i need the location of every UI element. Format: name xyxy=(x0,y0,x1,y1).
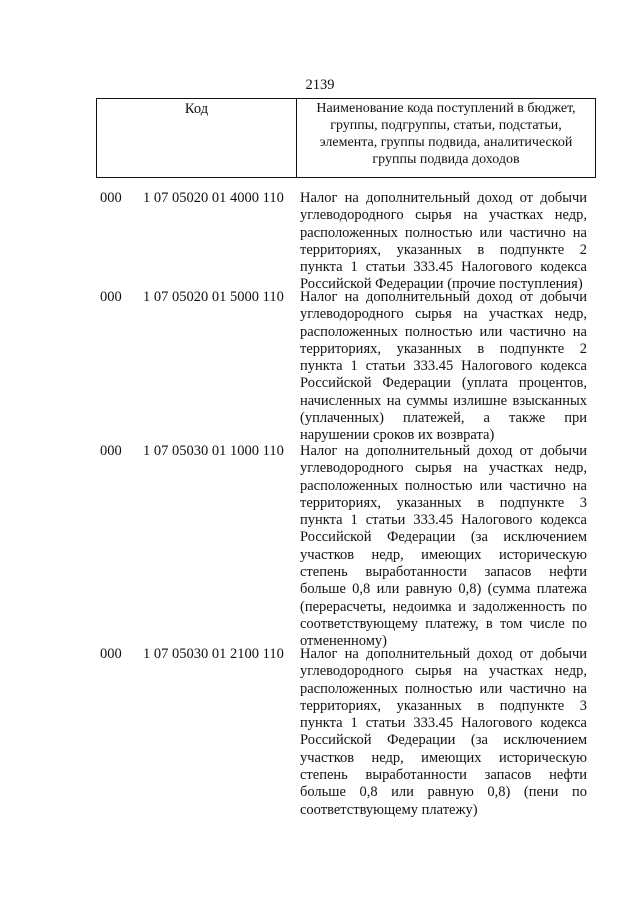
description-line: соответствующему платежу, в том числе по xyxy=(300,615,587,632)
description-line: расположенных полностью или частично на xyxy=(300,323,587,340)
description-line: больше 0,8 или равную 0,8) (пени по xyxy=(300,784,587,801)
admin-code: 000 xyxy=(100,646,122,662)
description-line: нарушении сроков их возврата) xyxy=(300,427,495,444)
description-line: Налог на дополнительный доход от добычи xyxy=(300,646,587,662)
description-line: Российской Федерации (за исключением xyxy=(300,732,587,749)
description-line: Налог на дополнительный доход от добычи xyxy=(300,289,587,305)
description-line: расположенных полностью или частично на xyxy=(300,224,587,241)
description-line: углеводородного сырья на участках недр, xyxy=(300,306,587,323)
income-code: 1 07 05030 01 2100 110 xyxy=(143,646,284,662)
description-line: (уплаченных) платежей, а также при xyxy=(300,410,587,427)
description-line: начисленных на суммы излишне взысканных xyxy=(300,392,587,409)
description-line: углеводородного сырья на участках недр, xyxy=(300,207,587,224)
description-line: пункта 1 статьи 333.45 Налогового кодекса xyxy=(300,715,587,732)
description-line: территориях, указанных в подпункте 3 xyxy=(300,697,587,714)
description-line: (перерасчеты, недоимка и задолженность по xyxy=(300,598,587,615)
admin-code: 000 xyxy=(100,190,122,206)
description-line: Российской Федерации (за исключением xyxy=(300,529,587,546)
description-line: степень выработанности запасов нефти xyxy=(300,564,587,581)
description-line: пункта 1 статьи 333.45 Налогового кодекса xyxy=(300,512,587,529)
table-header xyxy=(96,98,596,178)
description-line: углеводородного сырья на участках недр, xyxy=(300,460,587,477)
header-code-label: Код xyxy=(97,99,297,177)
page-number: 2139 xyxy=(305,77,335,93)
description-line: углеводородного сырья на участках недр, xyxy=(300,663,587,680)
income-description xyxy=(300,646,587,819)
description-line: соответствующему платежу) xyxy=(300,801,478,818)
description-line: территориях, указанных в подпункте 2 xyxy=(300,340,587,357)
description-line: степень выработанности запасов нефти xyxy=(300,767,587,784)
income-code: 1 07 05020 01 5000 110 xyxy=(143,289,284,305)
description-line: Российской Федерации (прочие поступления) xyxy=(300,276,583,293)
income-description xyxy=(300,190,587,294)
admin-code: 000 xyxy=(100,443,122,459)
description-line: пункта 1 статьи 333.45 Налогового кодекса xyxy=(300,259,587,276)
description-line: отмененному) xyxy=(300,633,387,650)
admin-code: 000 xyxy=(100,289,122,305)
description-line: расположенных полностью или частично на xyxy=(300,477,587,494)
description-line: Налог на дополнительный доход от добычи xyxy=(300,443,587,459)
income-description xyxy=(300,443,587,651)
header-name-label: Наименование кода поступлений в бюджет, группы, подгруппы, статьи, подстатьи, элемента, группы подвида, аналитической группы подвида доходов xyxy=(316,101,576,167)
description-line: Налог на дополнительный доход от добычи xyxy=(300,190,587,206)
income-description xyxy=(300,289,587,445)
income-code: 1 07 05020 01 4000 110 xyxy=(143,190,284,206)
description-line: территориях, указанных в подпункте 2 xyxy=(300,241,587,258)
description-line: участков недр, имеющих историческую xyxy=(300,749,587,766)
description-line: территориях, указанных в подпункте 3 xyxy=(300,494,587,511)
description-line: участков недр, имеющих историческую xyxy=(300,546,587,563)
description-line: пункта 1 статьи 333.45 Налогового кодекса xyxy=(300,358,587,375)
description-line: расположенных полностью или частично на xyxy=(300,680,587,697)
description-line: больше 0,8 или равную 0,8) (сумма платежа xyxy=(300,581,587,598)
income-code: 1 07 05030 01 1000 110 xyxy=(143,443,284,459)
description-line: Российской Федерации (уплата процентов, xyxy=(300,375,587,392)
